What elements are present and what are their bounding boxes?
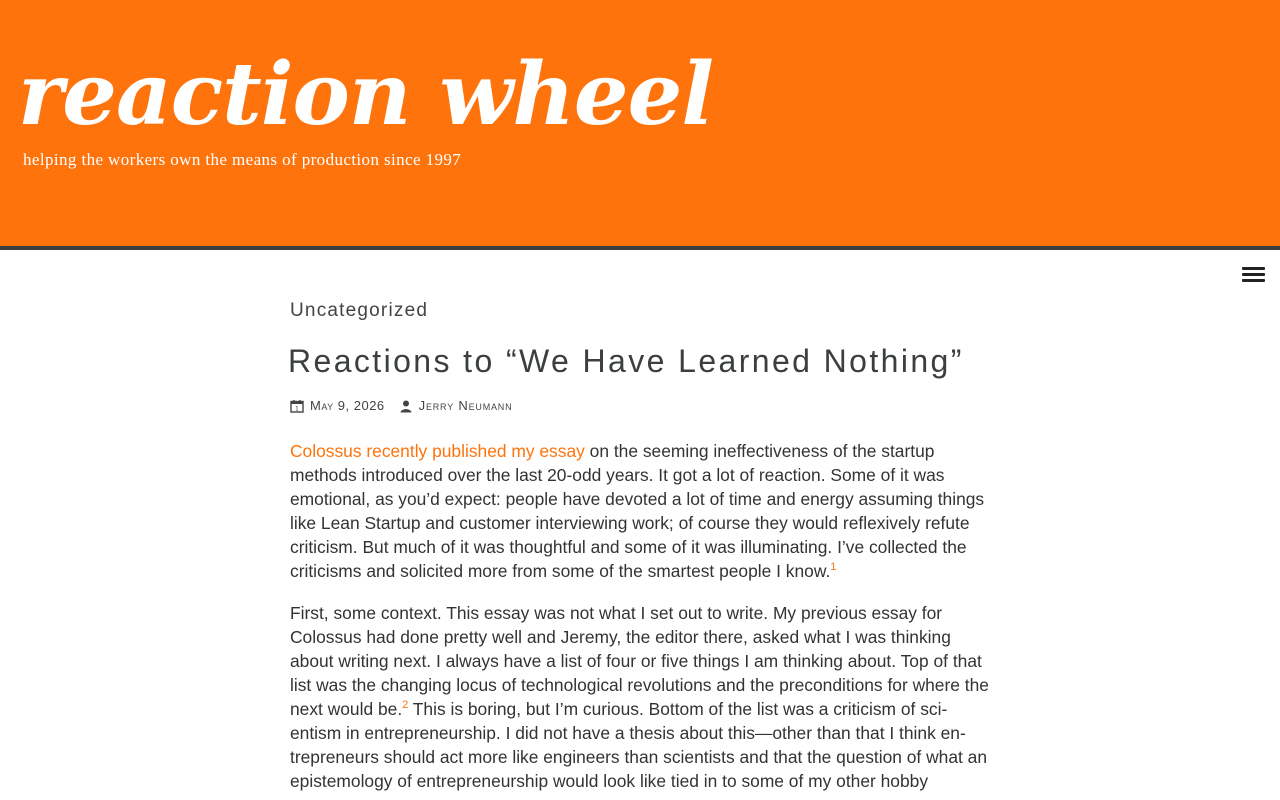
post-entry — [290, 439, 990, 793]
footnote-link[interactable]: 2 — [402, 699, 409, 712]
user-icon — [399, 399, 413, 413]
svg-text:1: 1 — [295, 405, 300, 413]
hamburger-menu-icon[interactable] — [1240, 264, 1268, 288]
paragraph-text: on the seeming ineffectiveness of the startup methods introduced over the last 20-odd years. It got a lot of reaction. Some of it was emotional, as you’d expect: people have devoted a lot of time and energy assuming things like Lean Startup and customer interviewing work; of course they would reflexively refute criticism. But much of it was thoughtful and some of it was illuminating. I’ve collected the criticisms and solicited more from some of the smartest people I know. — [290, 441, 985, 582]
post-date-text[interactable]: May 9, 2026 — [310, 398, 385, 414]
site-title[interactable]: reaction wheel — [18, 44, 713, 145]
site-tagline: helping the workers own the means of production since 1997 — [23, 150, 462, 169]
footnote-ref — [830, 562, 836, 574]
post-author — [399, 398, 513, 413]
menu-bar — [1242, 279, 1265, 282]
post-author-link[interactable]: Jerry Neumann — [418, 398, 513, 414]
menu-bar — [1242, 267, 1265, 270]
category-link[interactable]: Uncategorized — [290, 300, 429, 321]
calendar-icon — [290, 399, 304, 413]
post-date — [290, 398, 385, 413]
footnote-link[interactable]: 1 — [830, 561, 837, 574]
paragraph — [290, 439, 990, 583]
paragraph-text: First, some context. This essay was not what I set out to write. My previous essay for Colossus had done pretty well and Jeremy, the editor there, asked what I was thinking about writing next. I always have a list of four or five things I am thinking about. Top of that list was the changing locus of technological revolutions and the preconditions for where the next would be. — [290, 603, 989, 720]
essay-link[interactable]: Colossus recently published my essay — [290, 441, 585, 462]
post-meta — [290, 398, 990, 413]
site-header — [0, 0, 1280, 250]
paragraph — [290, 601, 990, 793]
paragraph-text: This is boring, but I’m curious. Bottom of the list was a criticism of scientism in entrepreneurship. I did not have a thesis about this—other than that I think entrepreneurs should act more like engineers than scientists and that the question of what an epistemology of entrepreneurship would look like tied in to some of my other hobby — [290, 699, 988, 792]
menu-bar — [1242, 273, 1265, 276]
post-title: Reactions to “We Have Learned Nothing” — [288, 343, 964, 379]
post-content — [290, 300, 990, 800]
